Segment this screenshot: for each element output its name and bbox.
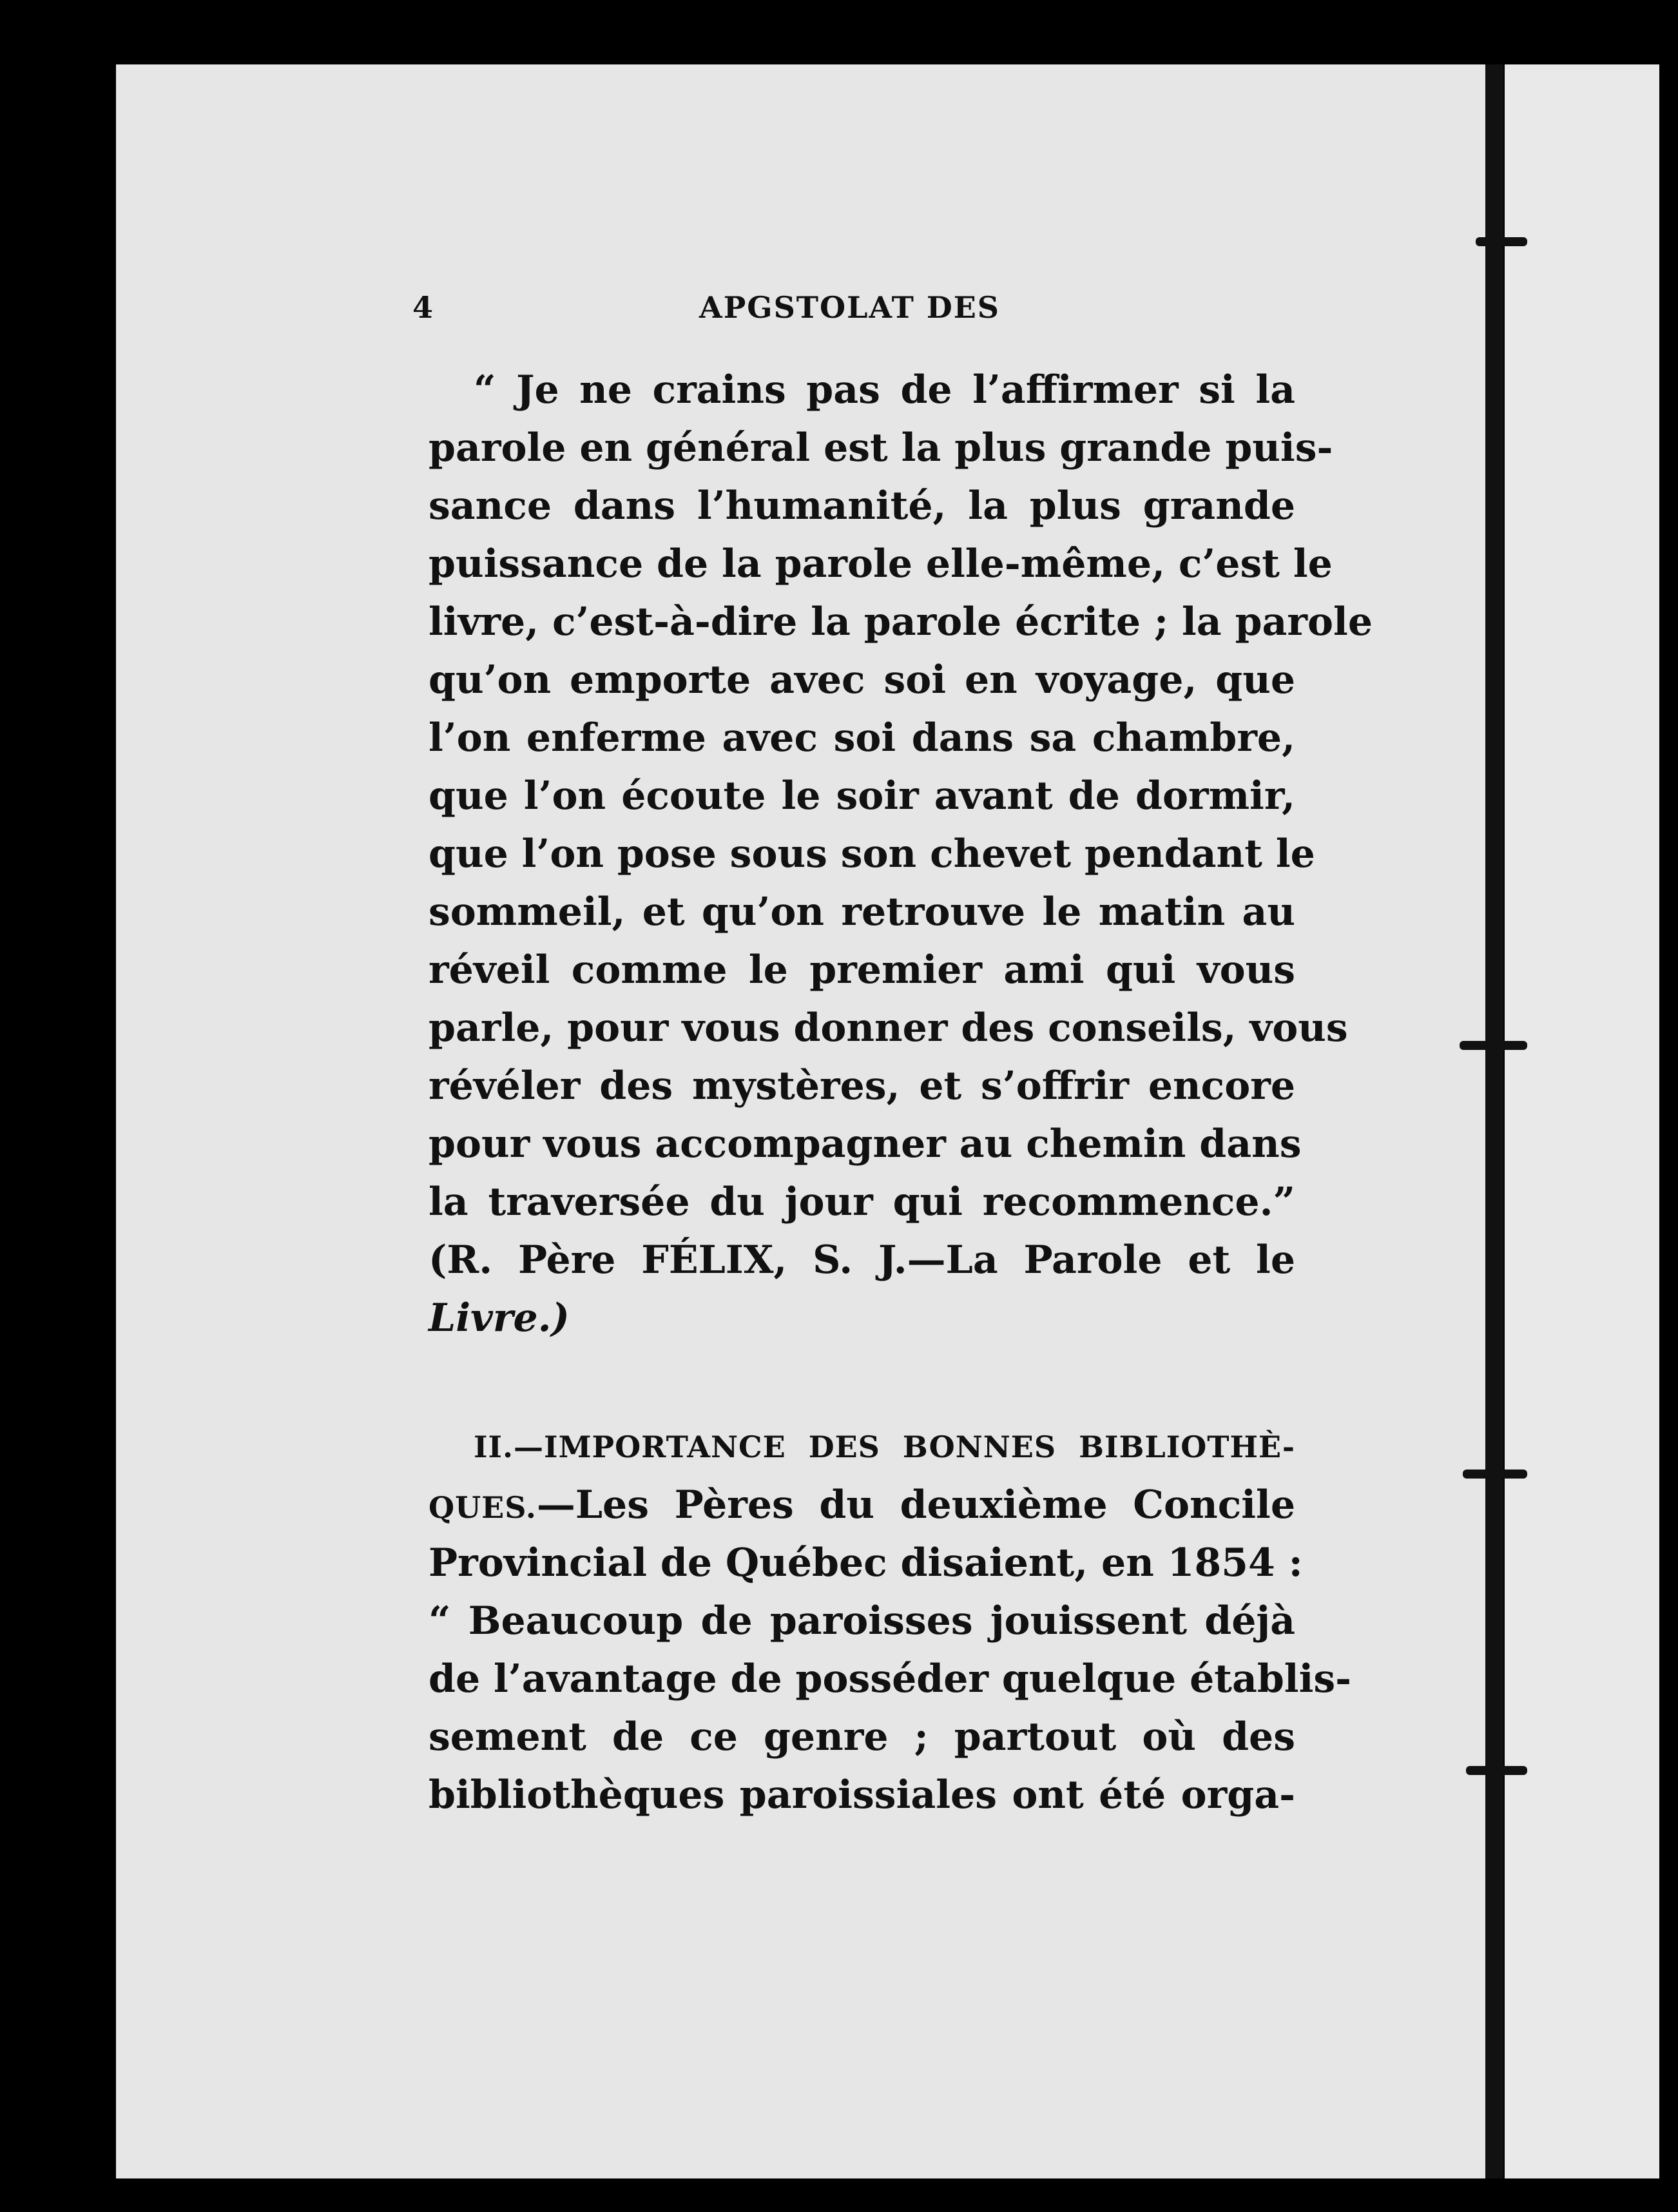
quote-line: parle, pour vous donner des conseils, vous bbox=[429, 1005, 1348, 1051]
binding-stitch bbox=[1460, 1041, 1527, 1050]
section-line: de l’avantage de posséder quelque établis- bbox=[429, 1656, 1352, 1702]
page-header bbox=[412, 290, 1302, 335]
running-title: APGSTOLAT DES bbox=[699, 290, 1001, 325]
book-spine bbox=[1485, 64, 1503, 2178]
quote-line: l’on enferme avec soi dans sa chambre, bbox=[429, 715, 1295, 761]
quote-line: “ Je ne crains pas de l’affirmer si la bbox=[474, 367, 1295, 412]
quote-line: livre, c’est-à-dire la parole écrite ; la parole bbox=[429, 599, 1373, 645]
binding-stitch bbox=[1476, 237, 1527, 246]
quote-line: que l’on pose sous son chevet pendant le bbox=[429, 831, 1315, 877]
quote-line: puissance de la parole elle-même, c’est le bbox=[429, 541, 1333, 587]
section-first-line bbox=[429, 1476, 1295, 1534]
section-spacer bbox=[429, 1347, 1295, 1418]
quote-line: que l’on écoute le soir avant de dormir, bbox=[429, 773, 1295, 819]
section-heading: II.—IMPORTANCE DES BONNES BIBLIOTHÈ- bbox=[474, 1430, 1295, 1464]
page-number: 4 bbox=[412, 290, 435, 325]
facing-page-edge bbox=[1505, 64, 1659, 2178]
section-line: Provincial de Québec disaient, en 1854 : bbox=[429, 1540, 1303, 1586]
quote-attribution-end: Livre.) bbox=[429, 1295, 570, 1341]
quote-line: parole en général est la plus grande puis- bbox=[429, 425, 1333, 471]
binding-stitch bbox=[1466, 1766, 1527, 1775]
section-heading-tail: QUES. bbox=[429, 1490, 537, 1525]
section-line-text: —Les Pères du deuxième Concile bbox=[536, 1482, 1295, 1528]
quote-line: révéler des mystères, et s’offrir encore bbox=[429, 1063, 1295, 1109]
quote-line: qu’on emporte avec soi en voyage, que bbox=[429, 657, 1295, 703]
binding-stitch bbox=[1463, 1470, 1527, 1479]
body-text bbox=[429, 361, 1373, 1824]
quote-line: sommeil, et qu’on retrouve le matin au bbox=[429, 889, 1295, 935]
section-line: sement de ce genre ; partout où des bbox=[429, 1714, 1295, 1760]
section-line: “ Beaucoup de paroisses jouissent déjà bbox=[429, 1598, 1295, 1644]
quote-attribution: (R. Père FÉLIX, S. J.—La Parole et le bbox=[429, 1237, 1295, 1283]
quote-line: pour vous accompagner au chemin dans bbox=[429, 1121, 1302, 1167]
section-line: bibliothèques paroissiales ont été orga- bbox=[429, 1772, 1295, 1818]
quote-line: sance dans l’humanité, la plus grande bbox=[429, 483, 1295, 529]
quote-line: la traversée du jour qui recommence.” bbox=[429, 1179, 1295, 1225]
quote-line: réveil comme le premier ami qui vous bbox=[429, 947, 1295, 993]
